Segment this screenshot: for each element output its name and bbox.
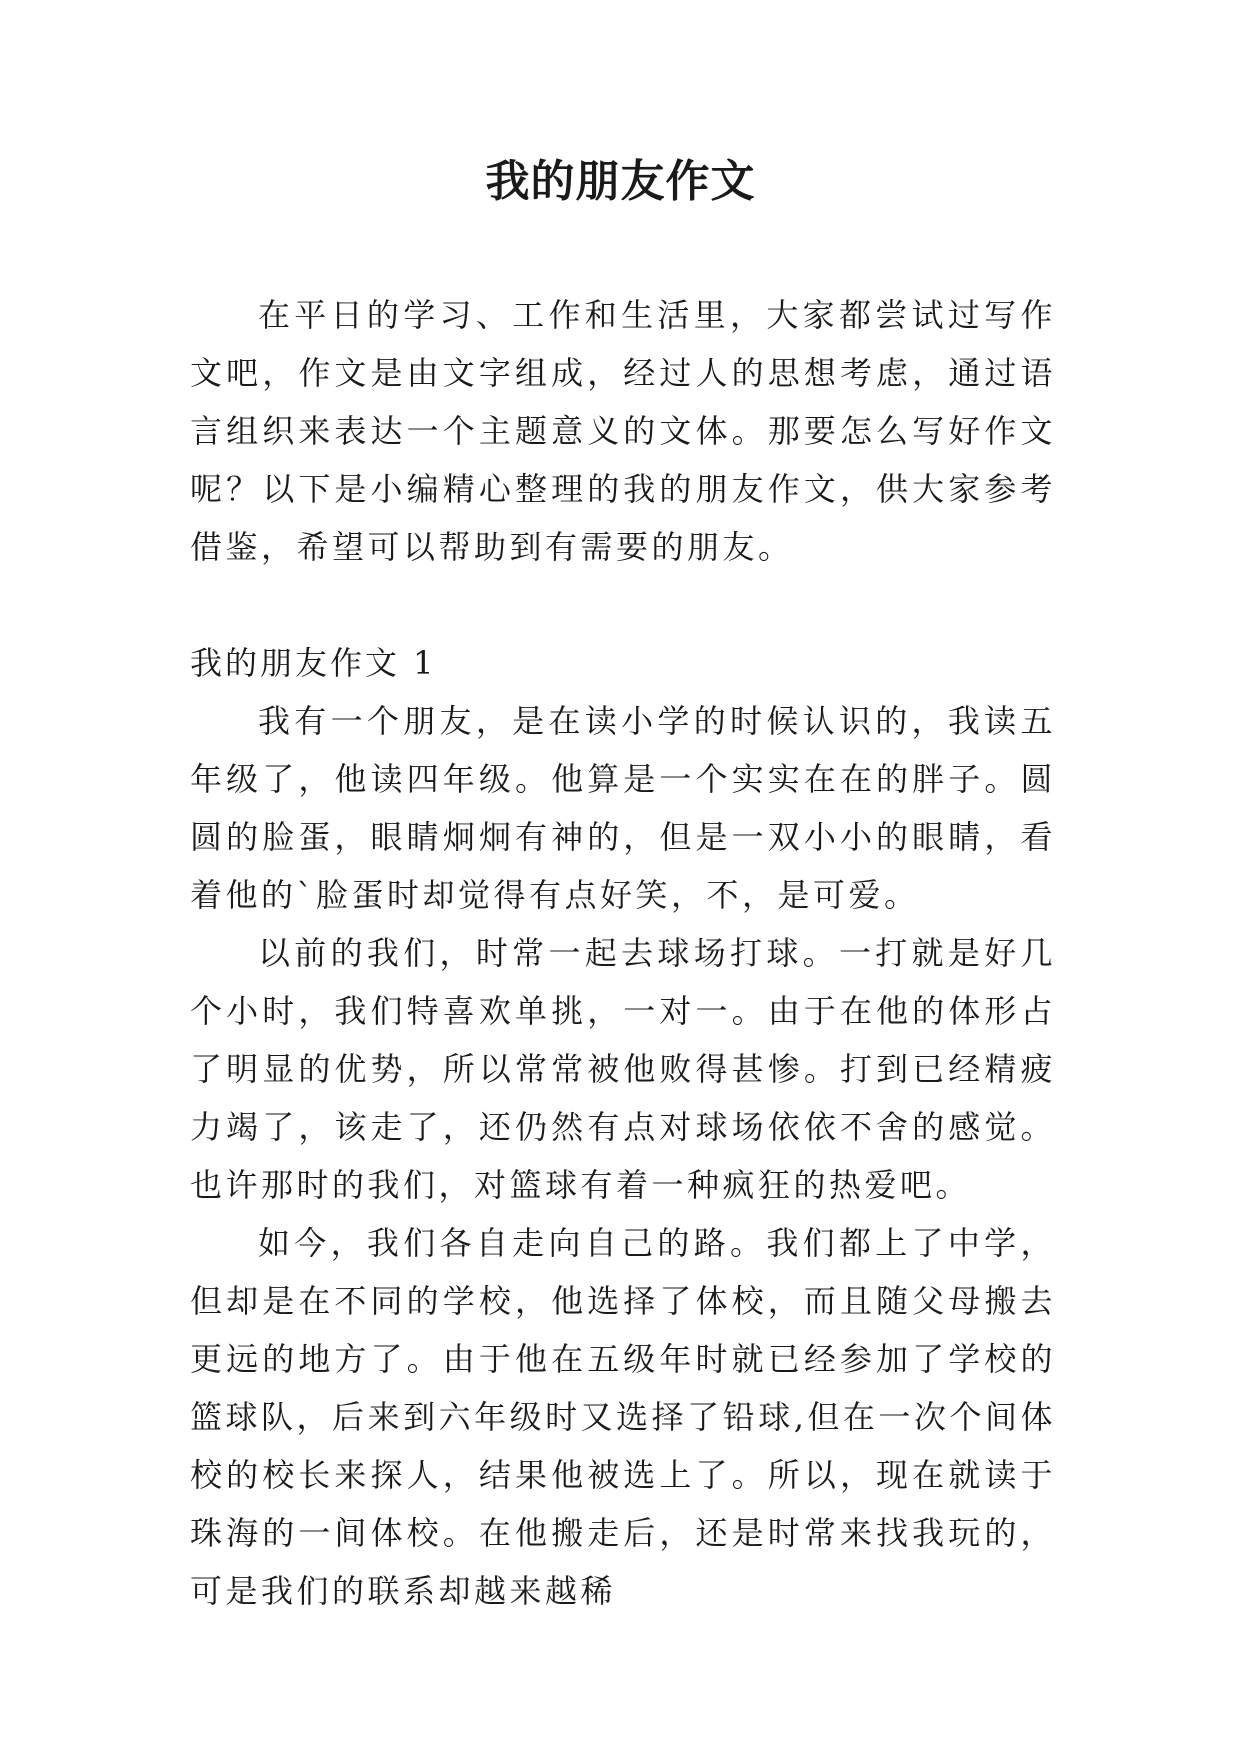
section-heading: 我的朋友作文 1 xyxy=(190,644,437,682)
body-paragraph: 我有一个朋友，是在读小学的时候认识的，我读五年级了，他读四年级。他算是一个实实在在的胖子。圆圆的脸蛋，眼睛炯炯有神的，但是一双小小的眼睛，看着他的`脸蛋时却觉得有点好笑，不，是可爱。 xyxy=(190,702,1056,914)
document-title: 我的朋友作文 xyxy=(485,156,756,207)
body-paragraph: 以前的我们，时常一起去球场打球。一打就是好几个小时，我们特喜欢单挑，一对一。由于在他的体形占了明显的优势，所以常常被他败得甚惨。打到已经精疲力竭了，该走了，还仍然有点对球场依依不舍的感觉。也许那时的我们，对篮球有着一种疯狂的热爱吧。 xyxy=(190,934,1056,1204)
document-body xyxy=(190,286,1056,1620)
body-paragraph: 如今，我们各自走向自己的路。我们都上了中学，但却是在不同的学校，他选择了体校，而且随父母搬去更远的地方了。由于他在五级年时就已经参加了学校的篮球队，后来到六年级时又选择了铅球,但在一次个间体校的校长来探人，结果他被选上了。所以，现在就读于珠海的一间体校。在他搬走后，还是时常来找我玩的，可是我们的联系却越来越稀 xyxy=(190,1224,1056,1610)
intro-paragraph: 在平日的学习、工作和生活里，大家都尝试过写作文吧，作文是由文字组成，经过人的思想考虑，通过语言组织来表达一个主题意义的文体。那要怎么写好作文呢？以下是小编精心整理的我的朋友作文，供大家参考借鉴，希望可以帮助到有需要的朋友。 xyxy=(190,296,1056,566)
